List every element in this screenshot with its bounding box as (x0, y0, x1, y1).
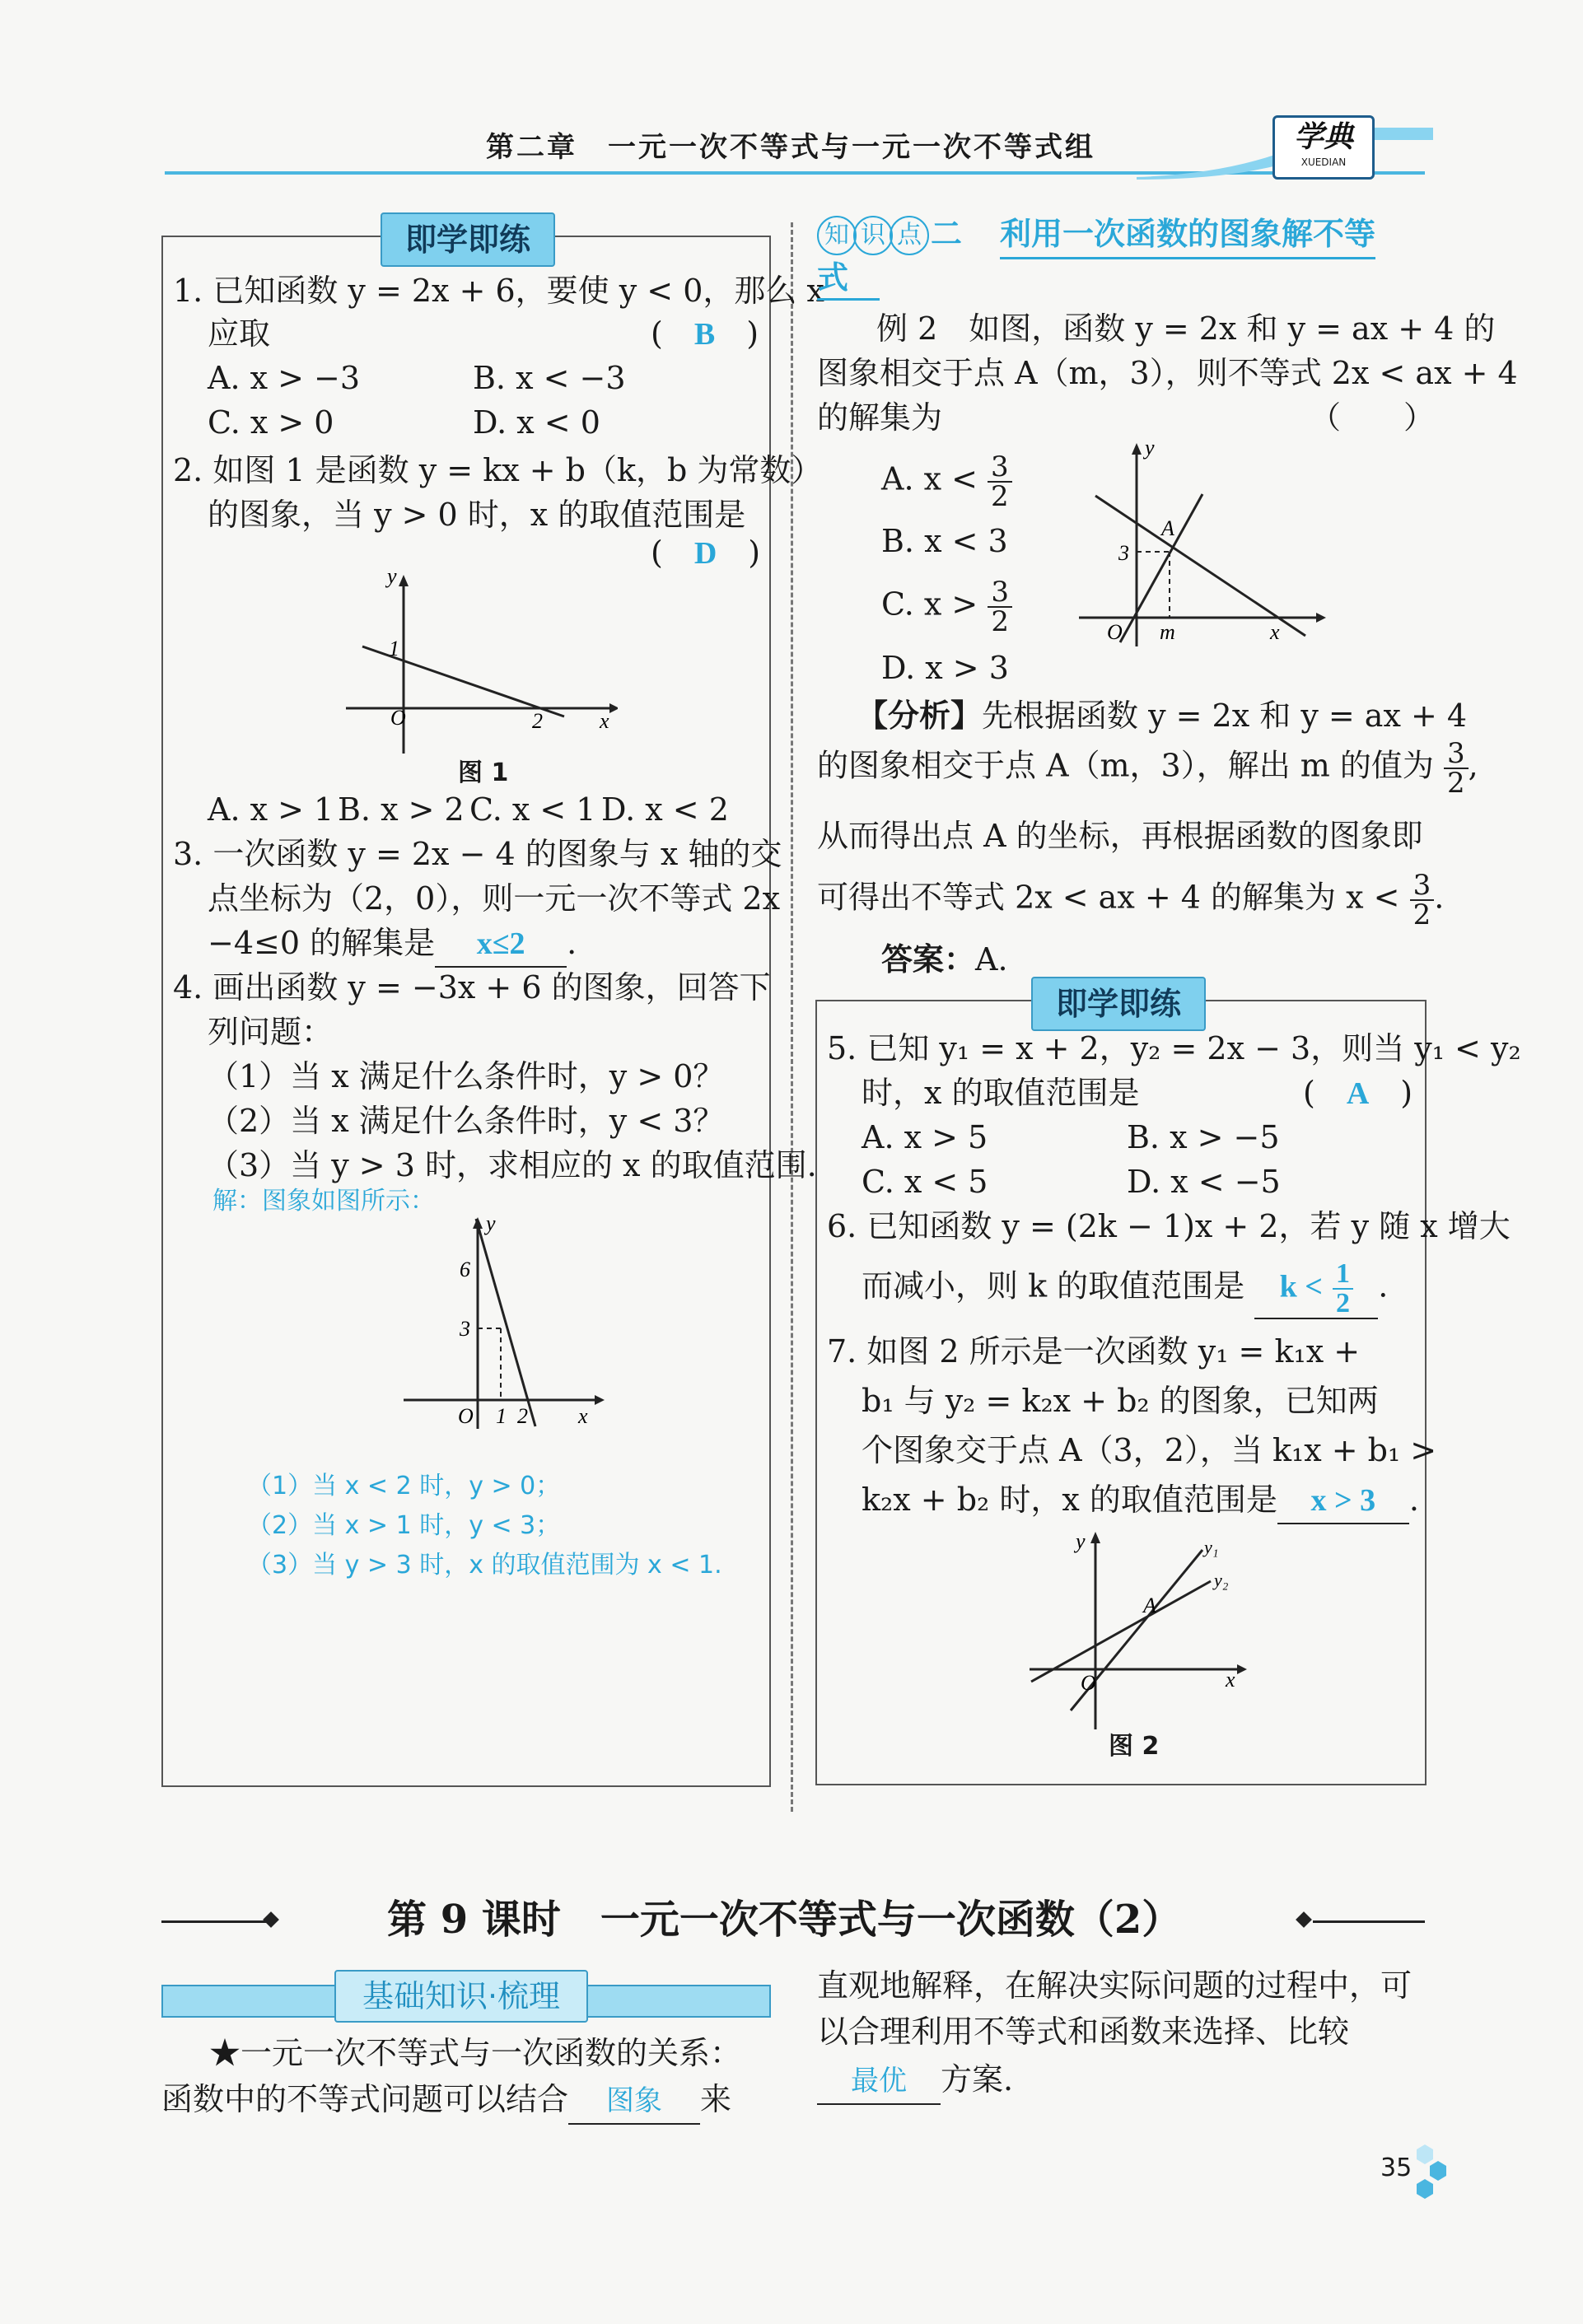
q4-solution-intro: 解：图象如图所示： (212, 1187, 435, 1216)
kp-badge-1: 知 (817, 216, 857, 255)
example-option-d: D. x > 3 (881, 650, 1009, 686)
example-option-c (881, 578, 1012, 636)
q2-option-d: D. x < 2 (601, 791, 729, 828)
q3-line3 (208, 921, 577, 968)
svg-text:m: m (1160, 620, 1175, 644)
lesson-right-line3 (817, 2057, 1013, 2105)
lesson-blank-1: 图象 (568, 2079, 700, 2125)
svg-text:1: 1 (496, 1404, 507, 1428)
q3-answer: x≤2 (435, 922, 567, 968)
q3-line3-text: −4≤0 的解集是 (208, 925, 436, 961)
q6-answer-frac (1333, 1260, 1353, 1318)
q2-option-b: B. x > 2 (338, 791, 465, 828)
q3-line1: 3. 一次函数 y = 2x − 4 的图象与 x 轴的交 (173, 836, 782, 872)
q1-option-a: A. x > −3 (208, 360, 361, 396)
q7-line1: 7. 如图 2 所示是一次函数 y₁ = k₁x + (827, 1333, 1361, 1370)
q4-sub3: （3）当 y > 3 时，求相应的 x 的取值范围. (208, 1147, 817, 1183)
q5-option-c: C. x < 5 (862, 1164, 988, 1200)
q2-line2: 的图象，当 y > 0 时，x 的取值范围是 (208, 497, 746, 533)
svg-text:y: y (486, 1211, 496, 1235)
lesson-tag: 基础知识·梳理 (334, 1970, 588, 2023)
frac-num: 3 (1410, 871, 1435, 901)
q2-answer-paren: ( D ) (651, 534, 761, 571)
q5-option-a: A. x > 5 (862, 1119, 988, 1155)
q5-answer: A (1346, 1076, 1370, 1111)
lesson-right-line1: 直观地解释，在解决实际问题的过程中，可 (817, 1967, 1413, 2004)
q6-line1: 6. 已知函数 y = (2k − 1)x + 2，若 y 随 x 增大 (827, 1208, 1511, 1244)
lesson-left-line2-tail: 来 (700, 2081, 732, 2117)
chapter-title: 第二章 一元一次不等式与一元一次不等式组 (486, 131, 1095, 164)
kp-badge-3: 点 (890, 216, 929, 255)
brand-en: XUEDIAN (1300, 156, 1347, 168)
q4-line1: 4. 画出函数 y = −3x + 6 的图象，回答下 (173, 969, 771, 1006)
q2-option-c: C. x < 1 (469, 791, 596, 828)
q7-line3: 个图象交于点 A（3，2），当 k₁x + b₁ > (862, 1432, 1437, 1468)
example-option-c-frac (988, 578, 1012, 636)
example-line2: 图象相交于点 A（m，3），则不等式 2x < ax + 4 (817, 355, 1518, 391)
analysis-line2-text: 的图象相交于点 A（m，3），解出 m 的值为 (817, 747, 1434, 784)
q3-period: . (567, 925, 577, 961)
lesson-diamond-right (1296, 1911, 1312, 1928)
q4-solution-3: （3）当 y > 3 时，x 的取值范围为 x < 1. (247, 1551, 722, 1580)
q6-answer (1254, 1260, 1378, 1319)
svg-text:3: 3 (1118, 541, 1129, 565)
analysis-line2: 的图象相交于点 A（m，3），解出 m 的值为 $\frac{3}{2}$ , (817, 737, 1478, 800)
svg-text:x: x (1226, 1668, 1235, 1692)
analysis-answer-value: A. (975, 941, 1008, 978)
svg-text:x: x (600, 709, 609, 733)
q2-line1: 2. 如图 1 是函数 y = kx + b（k，b 为常数） (173, 452, 823, 488)
svg-text:x: x (578, 1404, 588, 1428)
q6-line2-text: 而减小，则 k 的取值范围是 (862, 1267, 1245, 1304)
brand-logo (1272, 115, 1375, 180)
kp-title-line1: 利用一次函数的图象解不等 (1000, 211, 1375, 259)
q4-sub2: （2）当 x 满足什么条件时，y < 3？ (208, 1103, 725, 1139)
svg-text:6: 6 (460, 1258, 470, 1281)
q5-answer-paren: ( A ) (1303, 1075, 1413, 1111)
q5-line1: 5. 已知 y₁ = x + 2，y₂ = 2x − 3，则当 y₁ < y₂ (827, 1030, 1521, 1066)
q1-line2: 应取 (208, 315, 271, 352)
svg-text:O: O (458, 1404, 474, 1428)
q2-option-a: A. x > 1 (208, 791, 334, 828)
lesson-rule-right (1313, 1920, 1425, 1923)
example-paren: （ ） (1310, 399, 1436, 436)
analysis-line1 (857, 693, 1467, 738)
svg-text:A: A (1143, 1594, 1156, 1617)
analysis-line3: 从而得出点 A 的坐标，再根据函数的图象即 (817, 818, 1423, 854)
lesson-title: 第 9 课时 一元一次不等式与一次函数（2） (387, 1897, 1182, 1943)
svg-text:O: O (390, 706, 406, 730)
kp-title-line2: 式 (817, 257, 880, 301)
q7-answer: x > 3 (1277, 1478, 1409, 1524)
q1-option-c: C. x > 0 (208, 404, 334, 441)
figure-1-graph (338, 568, 618, 758)
lesson-diamond-left (263, 1911, 279, 1928)
example-option-c-text: C. x > (881, 586, 978, 623)
q4-solution-graph (395, 1211, 609, 1433)
q1-line1: 1. 已知函数 y = 2x + 6，要使 y < 0，那么 x (173, 273, 824, 309)
example-option-a-frac (988, 450, 1012, 513)
analysis-line4-frac (1410, 871, 1435, 929)
lesson-right-line2: 以合理利用不等式和函数来选择、比较 (817, 2014, 1350, 2050)
example-line3: 的解集为 (817, 399, 943, 436)
frac-num: 3 (988, 453, 1012, 483)
lesson-left-line2-text: 函数中的不等式问题可以结合 (161, 2081, 569, 2117)
q7-line4-text: k₂x + b₂ 时，x 的取值范围是 (862, 1482, 1277, 1518)
frac-num: 3 (988, 578, 1012, 608)
page-number: 35 (1380, 2154, 1413, 2182)
q6-answer-pre: k < (1279, 1269, 1323, 1304)
lesson-right-line3-tail: 方案. (941, 2061, 1014, 2098)
analysis-line4: 可得出不等式 2x < ax + 4 的解集为 x < $\frac{3}{2}$ . (817, 869, 1445, 931)
frac-den: 2 (1413, 898, 1431, 931)
svg-text:y: y (1076, 1529, 1086, 1553)
hexagon-decoration (1400, 2141, 1450, 2207)
q1-answer: B (693, 317, 716, 352)
svg-text:x: x (1270, 620, 1280, 644)
svg-text:y: y (1145, 436, 1155, 460)
lesson-blank-2: 最优 (817, 2059, 941, 2105)
q7-line2: b₁ 与 y₂ = k₂x + b₂ 的图象，已知两 (862, 1383, 1379, 1419)
q6-line2: 而减小，则 k 的取值范围是 k < $\frac{1}{2}$ . (862, 1258, 1389, 1318)
q4-solution-2: （2）当 x > 1 时，y < 3； (247, 1511, 561, 1540)
svg-text:3: 3 (460, 1317, 470, 1341)
example-graph (1071, 436, 1334, 651)
example-line1: 例 2 如图，函数 y = 2x 和 y = ax + 4 的 (876, 310, 1496, 347)
svg-text:A: A (1161, 516, 1174, 540)
q5-option-d: D. x < −5 (1127, 1164, 1281, 1200)
q1-option-d: D. x < 0 (473, 404, 600, 441)
q4-line2: 列问题： (208, 1014, 334, 1050)
figure-2-graph (1021, 1525, 1268, 1731)
brand-cn: 学典 (1293, 119, 1353, 154)
q5-option-b: B. x > −5 (1127, 1119, 1280, 1155)
left-practice-tag: 即学即练 (381, 212, 555, 267)
svg-text:O: O (1107, 620, 1123, 644)
kp-badge-2: 识 (853, 216, 893, 255)
svg-text:O: O (1081, 1671, 1096, 1695)
svg-text:y₂: y₂ (1214, 1570, 1229, 1590)
svg-text:y₁: y₁ (1204, 1537, 1219, 1557)
svg-text:2: 2 (532, 709, 543, 733)
kp-number: 二 (931, 216, 963, 252)
q4-solution-1: （1）当 x < 2 时，y > 0； (247, 1472, 561, 1500)
analysis-line2-frac (1444, 737, 1469, 800)
example-option-a (881, 450, 1012, 513)
example-option-b: B. x < 3 (881, 523, 1008, 559)
lesson-rule-left (161, 1920, 269, 1923)
analysis-answer-label: 答案： (881, 941, 976, 978)
q7-line4: k₂x + b₂ 时，x 的取值范围是 x > 3 . (862, 1477, 1419, 1524)
analysis-label: 【分析】 (857, 698, 983, 734)
figure-1-caption: 图 1 (458, 758, 509, 787)
analysis-line1-text: 先根据函数 y = 2x 和 y = ax + 4 (982, 698, 1468, 734)
svg-text:1: 1 (389, 637, 399, 660)
q3-line2: 点坐标为（2，0），则一元一次不等式 2x (208, 880, 781, 917)
frac-den: 2 (991, 480, 1009, 513)
svg-text:y: y (387, 568, 397, 588)
knowledge-point-heading (817, 211, 1427, 301)
right-practice-tag: 即学即练 (1031, 977, 1206, 1031)
lesson-left-line1: ★一元一次不等式与一次函数的关系： (209, 2035, 742, 2071)
q6-frac-num: 1 (1333, 1260, 1353, 1290)
q5-line2: 时，x 的取值范围是 (862, 1075, 1140, 1111)
frac-den: 2 (1447, 767, 1465, 800)
lesson-left-line2 (161, 2077, 731, 2125)
example-option-a-text: A. x < (881, 460, 978, 497)
svg-text:2: 2 (517, 1404, 528, 1428)
analysis-line4-text: 可得出不等式 2x < ax + 4 的解集为 x < (817, 879, 1400, 916)
q2-answer: D (693, 536, 717, 571)
q1-option-b: B. x < −3 (473, 360, 626, 396)
frac-den: 2 (991, 605, 1009, 638)
q4-sub1: （1）当 x 满足什么条件时，y > 0？ (208, 1058, 725, 1094)
analysis-answer (881, 937, 1008, 982)
frac-num: 3 (1444, 740, 1469, 769)
q6-frac-den: 2 (1335, 1288, 1350, 1318)
q1-answer-paren: ( B ) (651, 315, 759, 352)
figure-2-caption: 图 2 (1109, 1732, 1160, 1761)
